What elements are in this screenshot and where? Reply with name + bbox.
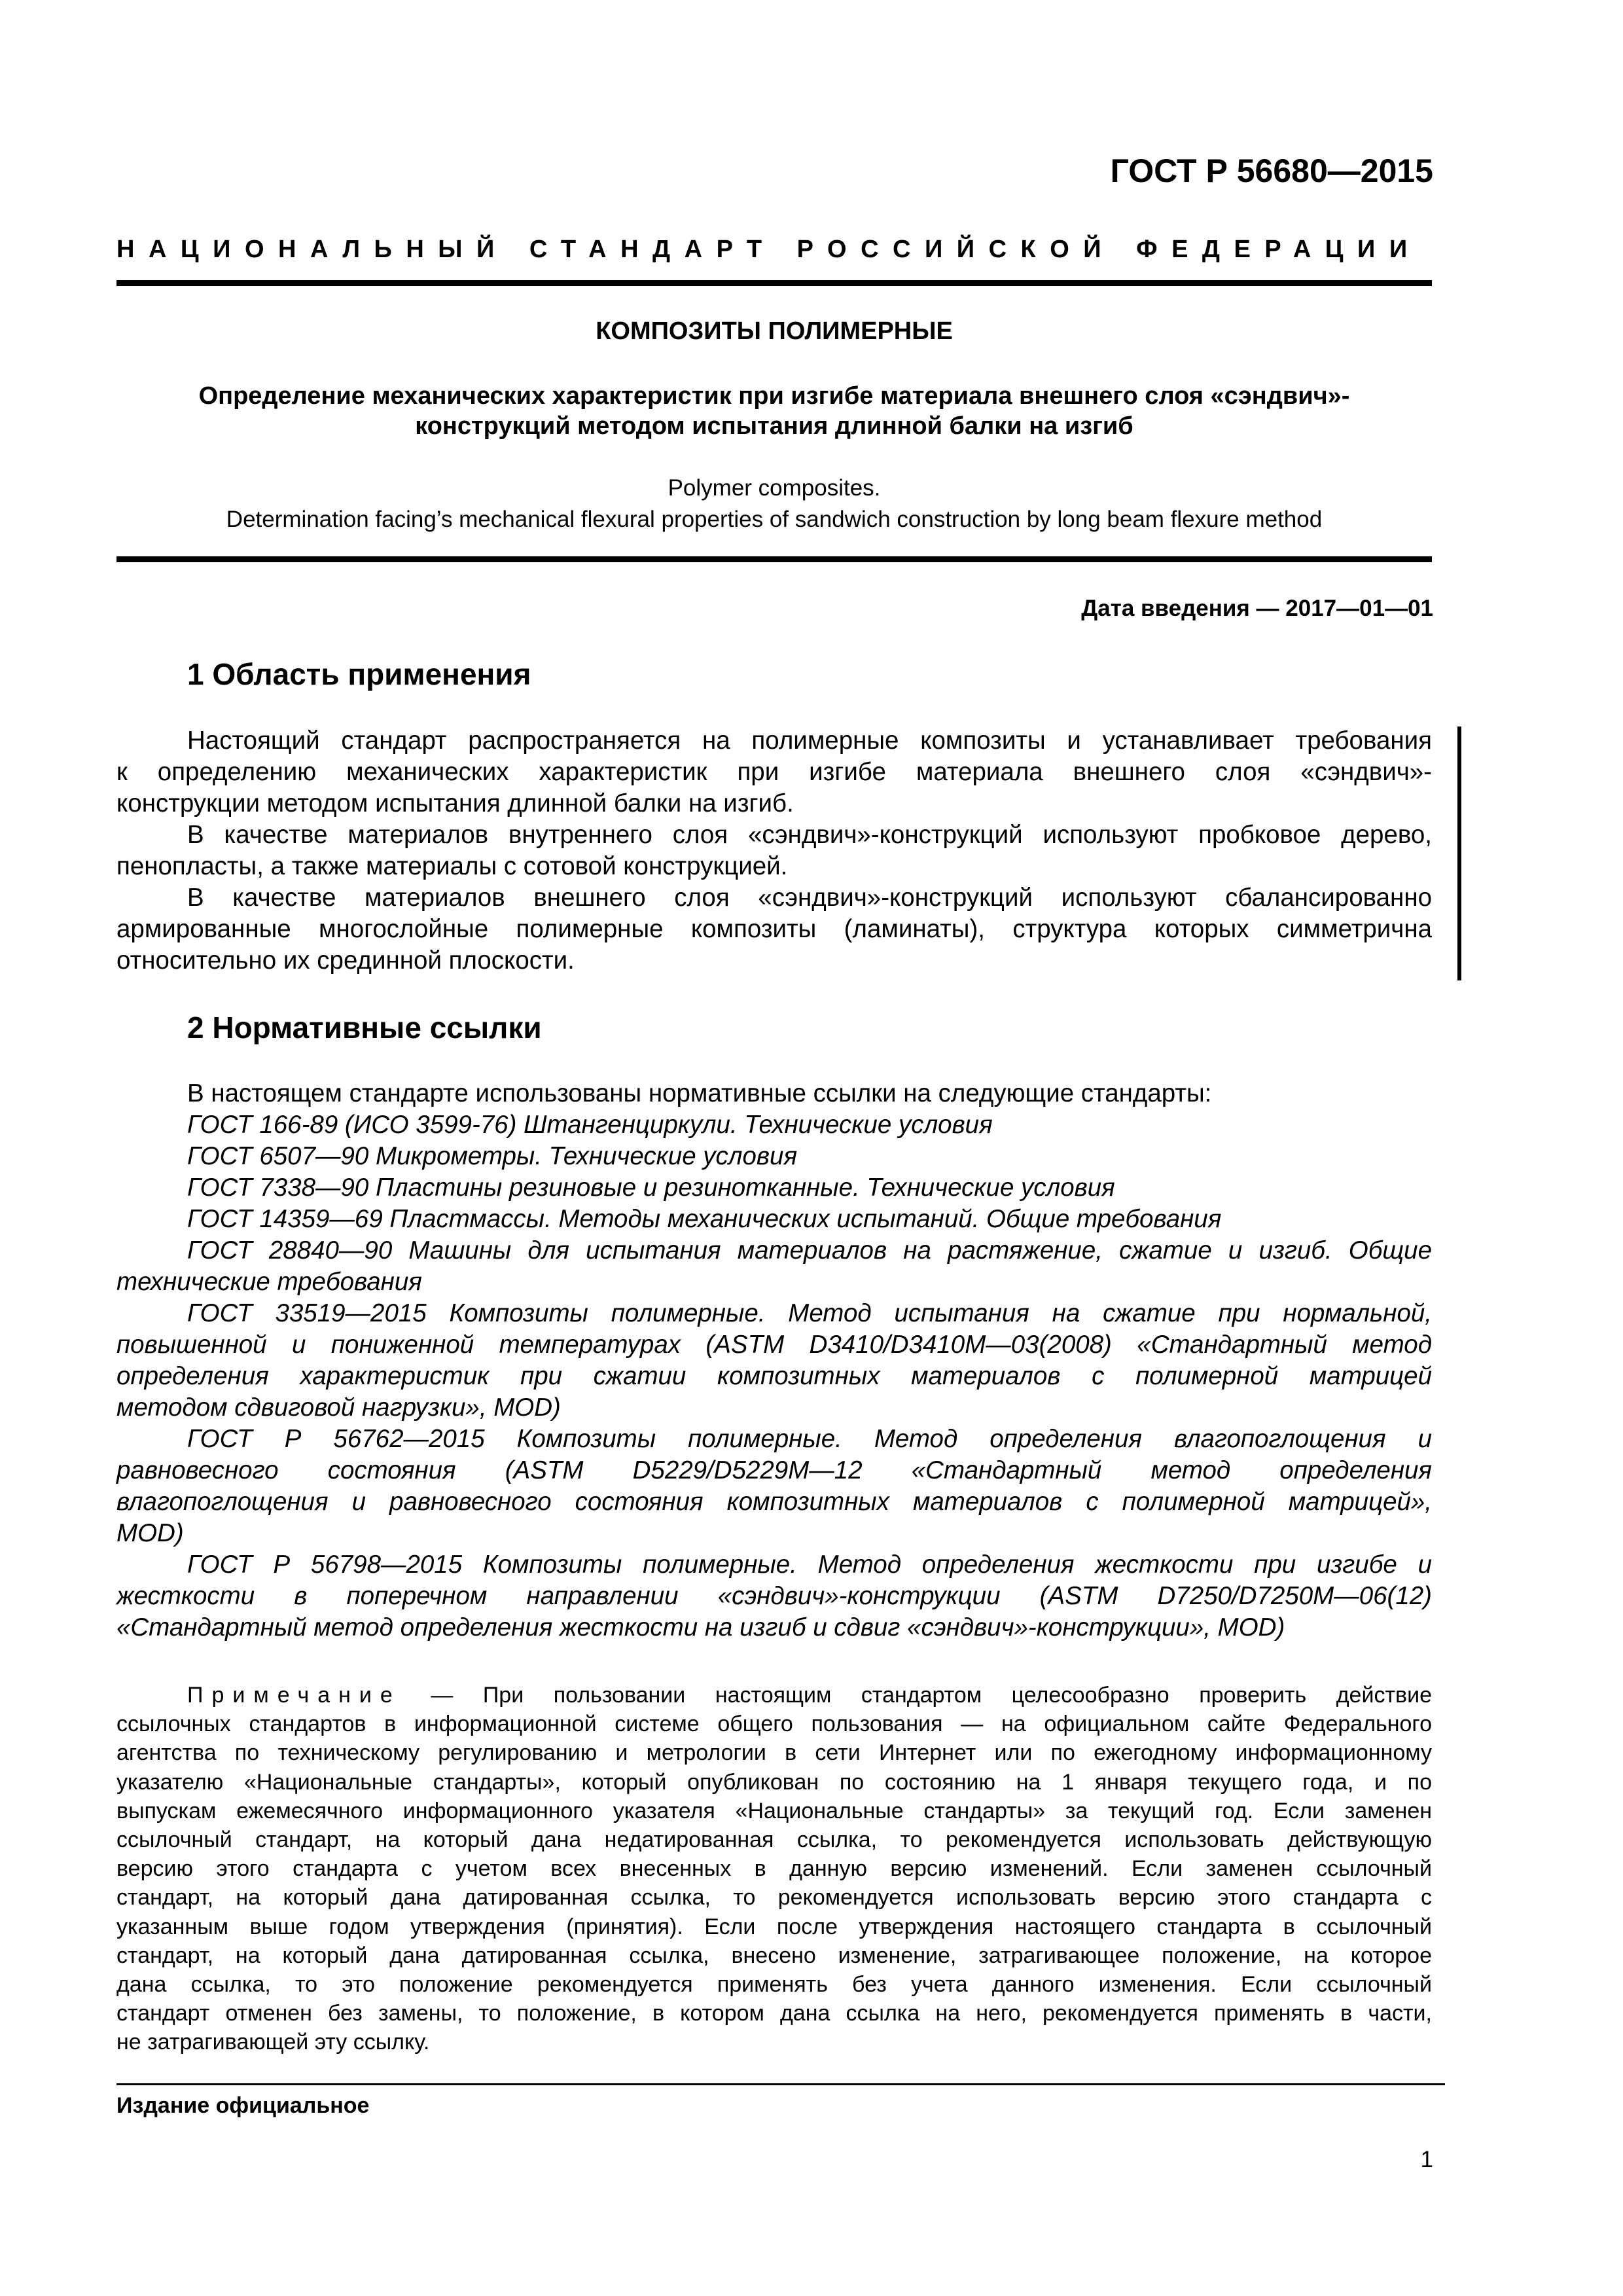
note-line: указанным выше годом утверждения (принятия). Если после утверждения настоящего стандарта в ссылочный [116,1914,1432,1939]
reference-line: ГОСТ 7338—90 Пластины резиновые и резинотканные. Технические условия [187,1174,1115,1202]
header-rule [116,280,1432,286]
change-marker-bar [1457,726,1461,980]
reference-line: MOD) [116,1519,184,1547]
reference-line: ГОСТ 6507—90 Микрометры. Технические условия [187,1142,798,1170]
paragraph-line: Настоящий стандарт распространяется на полимерные композиты и устанавливает требования [187,726,1432,755]
note-line: ссылочный стандарт, на который дана недатированная ссылка, то рекомендуется использовать действующую [116,1827,1432,1853]
paragraph-line: относительно их срединной плоскости. [116,946,575,975]
note-line: агентства по техническому регулированию и метрологии в сети Интернет или по ежегодному информационному [116,1740,1432,1766]
reference-line: определения характеристик при сжатии композитных материалов с полимерной матрицей [116,1362,1432,1390]
paragraph-line: В качестве материалов внешнего слоя «сэндвич»-конструкций используют сбалансированно [187,884,1432,912]
subtitle-line: конструкций методом испытания длинной балки на изгиб [415,412,1133,440]
introduction-date: Дата введения — 2017—01—01 [1081,596,1433,621]
reference-line: ГОСТ 28840—90 Машины для испытания материалов на растяжение, сжатие и изгиб. Общие [187,1236,1432,1265]
reference-line: «Стандартный метод определения жесткости на изгиб и сдвиг «сэндвич»-конструкции», MOD) [116,1613,1285,1641]
paragraph-line: конструкции методом испытания длинной балки на изгиб. [116,789,794,817]
note-line: выпускам ежемесячного информационного указателя «Национальные стандарты» за текущий год. Если заменен [116,1798,1432,1823]
reference-line: ГОСТ 33519—2015 Композиты полимерные. Метод испытания на сжатие при нормальной, [187,1299,1432,1327]
note-line [116,1681,1432,1710]
reference-line: повышенной и пониженной температурах (ASTM D3410/D3410M—03(2008) «Стандартный метод [116,1331,1432,1359]
official-edition-label: Издание официальное [116,2093,370,2118]
reference-line: ГОСТ 166-89 (ИСО 3599-76) Штангенциркули. Технические условия [187,1111,993,1139]
reference-line: ГОСТ 14359—69 Пластмассы. Методы механических испытаний. Общие требования [187,1205,1222,1233]
document-subtitle [116,381,1432,441]
note-block [116,1681,1432,2057]
note-label: Примечание [187,1683,401,1708]
paragraph-line: армированные многослойные полимерные композиты (ламинаты), структура которых симметрична [116,915,1432,943]
title-rule [116,556,1432,562]
subtitle-line: Определение механических характеристик при изгибе материала внешнего слоя «сэндвич»- [198,382,1350,410]
document-title: КОМПОЗИТЫ ПОЛИМЕРНЫЕ [596,317,953,345]
note-line: стандарт, на который дана датированная ссылка, внесено изменение, затрагивающее положение, на которое [116,1943,1432,1968]
document-code: ГОСТ Р 56680—2015 [1110,152,1433,189]
paragraph-line: к определению механических характеристик при изгибе материала внешнего слоя «сэндвич»- [116,758,1432,786]
reference-line: методом сдвиговой нагрузки», MOD) [116,1393,561,1422]
note-line: дана ссылка, то это положение рекомендуется применять без учета данного изменения. Если ссылочный [116,1972,1432,1998]
note-first-line: — При пользовании настоящим стандартом целесообразно проверить действие [401,1683,1432,1708]
note-line: не затрагивающей эту ссылку. [116,2030,430,2055]
reference-line: влагопоглощения и равновесного состояния композитных материалов с полимерной матрицей», [116,1488,1432,1516]
reference-line: равновесного состояния (ASTM D5229/D5229M—12 «Стандартный метод определения [116,1456,1432,1484]
english-title-line: Determination facing’s mechanical flexural properties of sandwich construction by long beam flexure method [226,507,1323,532]
section-2-body [116,1078,1432,1643]
page-number: 1 [1420,2147,1433,2172]
paragraph-line: В качестве материалов внутреннего слоя «сэндвич»-конструкций используют пробковое дерево, [187,821,1432,849]
section-2-heading: 2 Нормативные ссылки [187,1011,542,1045]
note-line: стандарт отменен без замены, то положение, в котором дана ссылка на него, рекомендуется применять в части, [116,2001,1432,2026]
english-title [116,473,1432,535]
note-line: ссылочных стандартов в информационной системе общего пользования — на официальном сайте Федерального [116,1712,1432,1737]
note-line: стандарт, на который дана датированная ссылка, то рекомендуется использовать версию этого стандарта с [116,1885,1432,1910]
paragraph-line: В настоящем стандарте использованы нормативные ссылки на следующие стандарты: [187,1079,1212,1107]
section-1-heading: 1 Область применения [187,657,531,691]
reference-line: ГОСТ Р 56762—2015 Композиты полимерные. Метод определения влагопоглощения и [187,1425,1432,1453]
national-standard-banner: НАЦИОНАЛЬНЫЙ СТАНДАРТ РОССИЙСКОЙ ФЕДЕРАЦИИ [116,236,1421,263]
paragraph-line: пенопласты, а также материалы с сотовой конструкцией. [116,852,788,880]
english-title-line: Polymer composites. [668,475,881,501]
reference-line: технические требования [116,1268,422,1296]
reference-line: ГОСТ Р 56798—2015 Композиты полимерные. Метод определения жесткости при изгибе и [187,1551,1432,1579]
footer-rule [116,2083,1445,2085]
note-line: версию этого стандарта с учетом всех внесенных в данную версию изменений. Если заменен ссылочный [116,1856,1432,1882]
section-1-body [116,725,1432,977]
note-line: указателю «Национальные стандарты», который опубликован по состоянию на 1 января текущего года, и по [116,1769,1432,1795]
reference-line: жесткости в поперечном направлении «сэндвич»-конструкции (ASTM D7250/D7250M—06(12) [116,1582,1432,1610]
